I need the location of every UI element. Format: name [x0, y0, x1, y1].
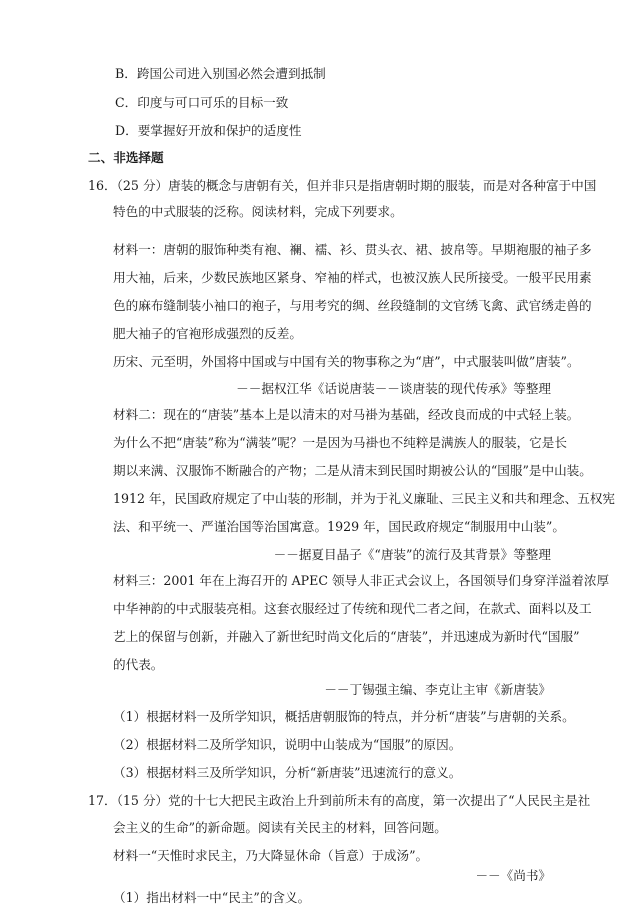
section-title: 二、非选择题: [88, 150, 164, 165]
q16-material1-line: 用大袖，后来，少数民族地区紧身、窄袖的样式，也被汉族人民所接受。一般平民用素: [113, 270, 592, 285]
q16-material3-line: 的代表。: [113, 657, 164, 672]
q16-question-1: （1）根据材料一及所学知识，概括唐朝服饰的特点，并分析“唐装”与唐朝的关系。: [113, 709, 575, 724]
q16-question-2: （2）根据材料二及所学知识，说明中山装成为“国服”的原因。: [113, 737, 462, 752]
q17-material1: 材料一“天惟时求民主，乃大降显休命（旨意）于成汤”。: [113, 848, 429, 863]
option-d: D．要掌握好开放和保护的适度性: [115, 123, 302, 138]
option-b: B．跨国公司进入别国必然会遭到抵制: [115, 66, 326, 81]
q16-material1-line: 色的麻布缝制装小袖口的袍子，与用考究的绸、丝段缝制的文官绣飞禽、武官绣走兽的: [113, 298, 592, 313]
q17-source1: －－《尚书》: [475, 868, 551, 883]
q17-intro-line: 会主义的生命”的新命题。阅读有关民主的材料，回答问题。: [113, 820, 447, 835]
q16-material1-line: 材料一：唐朝的服饰种类有袍、襕、襦、衫、贯头衣、裙、披帛等。早期袍服的袖子多: [113, 242, 592, 257]
q16-source3: －－丁锡强主编、李克让主审《新唐装》: [324, 682, 551, 697]
option-c: C．印度与可口可乐的目标一致: [115, 95, 289, 110]
q16-intro-line: 特色的中式服装的泛称。阅读材料，完成下列要求。: [113, 204, 403, 219]
q16-question-3: （3）根据材料三及所学知识，分析“新唐装”迅速流行的意义。: [113, 765, 462, 780]
q16-material2-line: 法、和平统一、严谨治国等治国寓意。1929 年，国民政府规定“制服用中山装”。: [113, 519, 565, 534]
q16-material2-line: 1912 年，民国政府规定了中山装的形制，并为于礼义廉耻、三民主义和共和理念、五权宪: [113, 491, 616, 506]
q16-intro-line: 16．（25 分）唐装的概念与唐朝有关，但并非只是指唐朝时期的服装，而是对各种富于中国: [88, 178, 597, 193]
q16-source2: －－据夏目晶子《“唐装”的流行及其背景》等整理: [273, 547, 551, 562]
q16-material2-line: 材料二：现在的“唐装”基本上是以清末的对马褂为基础，经改良而成的中式轻上装。: [113, 407, 580, 422]
q17-intro-line: 17．（15 分）党的十七大把民主政治上升到前所未有的高度，第一次提出了“人民民主是社: [88, 793, 591, 808]
q16-material1-line: 历宋、元至明，外国将中国或与中国有关的物事称之为“唐”，中式服装叫做”唐装”。: [113, 354, 580, 369]
q16-material3-line: 艺上的保留与创新，并融入了新世纪时尚文化后的“唐装”，并迅速成为新时代“国服”: [113, 629, 580, 644]
q17-question-1: （1）指出材料一中“民主”的含义。: [113, 890, 311, 905]
q16-material3-line: 材料三：2001 年在上海召开的 APEC 领导人非正式会议上，各国领导们身穿洋溢着浓厚: [113, 573, 610, 588]
q16-material1-line: 肥大袖子的官袍形成强烈的反差。: [113, 326, 302, 341]
q16-material2-line: 期以来满、汉服饰不断融合的产物；二是从清末到民国时期被公认的“国服”是中山装。: [113, 463, 592, 478]
q16-material3-line: 中华神韵的中式服装亮相。这套衣服经过了传统和现代二者之间，在款式、面料以及工: [113, 601, 592, 616]
q16-source1: －－据权江华《话说唐装－－谈唐装的现代传承》等整理: [236, 381, 551, 396]
q16-material2-line: 为什么不把“唐装”称为“满装”呢？一是因为马褂也不纯粹是满族人的服装，它是长: [113, 435, 567, 450]
